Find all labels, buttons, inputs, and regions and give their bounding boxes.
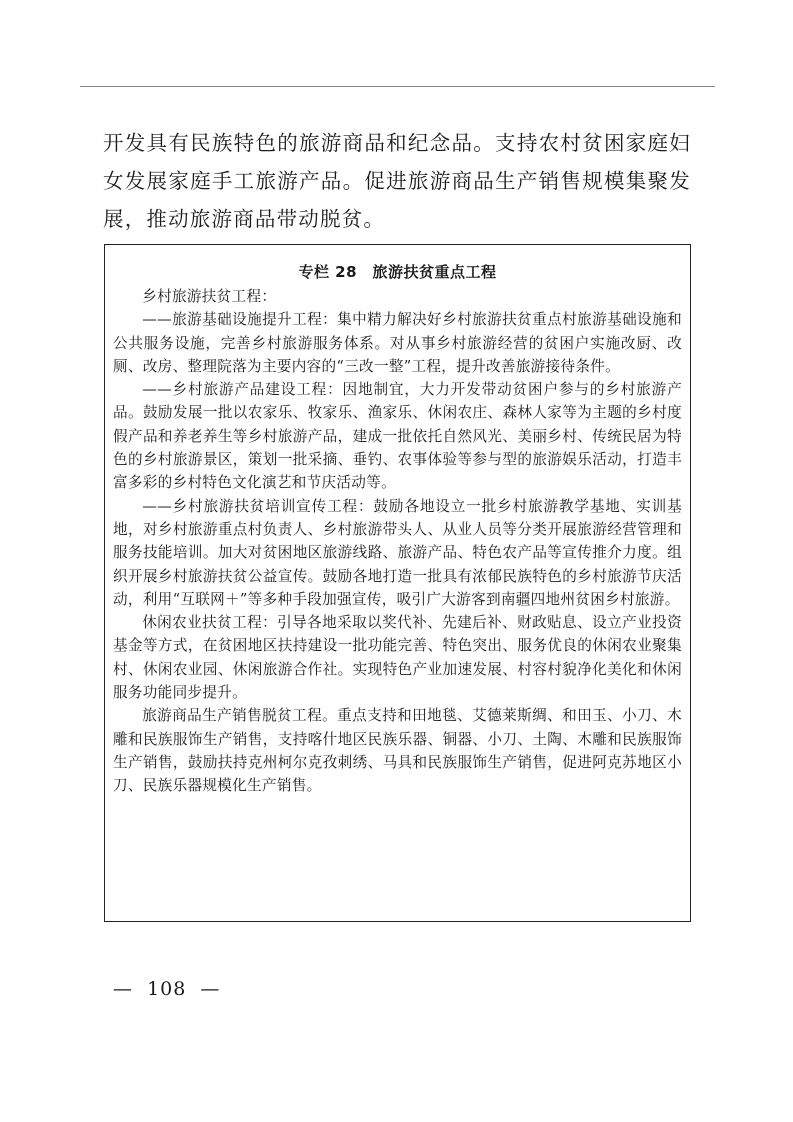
intro-text: 开发具有民族特色的旅游商品和纪念品。支持农村贫困家庭妇女发展家庭手工旅游产品。促进旅游商品生产销售规模集聚发展，推动旅游商品带动脱贫。 (103, 131, 691, 231)
feature-paragraph: 休闲农业扶贫工程：引导各地采取以奖代补、先建后补、财政贴息、设立产业投资基金等方式，在贫困地区扶持建设一批功能完善、特色突出、服务优良的休闲农业聚集村、休闲农业园、休闲旅游合作社。实现特色产业加速发展、村容村貌净化美化和休闲服务功能同步提升。 (113, 614, 682, 702)
feature-paragraph: ——旅游基础设施提升工程：集中精力解决好乡村旅游扶贫重点村旅游基础设施和公共服务设施，完善乡村旅游服务体系。对从事乡村旅游经营的贫困户实施改厨、改厕、改房、整理院落为主要内容的“三改一整”工程，提升改善旅游接待条件。 (113, 311, 682, 375)
feature-paragraph: 乡村旅游扶贫工程： (142, 288, 277, 305)
feature-paragraph: 旅游商品生产销售脱贫工程。重点支持和田地毯、艾德莱斯绸、和田玉、小刀、木雕和民族服饰生产销售，支持喀什地区民族乐器、铜器、小刀、土陶、木雕和民族服饰生产销售，鼓励扶持克州柯尔克孜刺绣、马具和民族服饰生产销售，促进阿克苏地区小刀、民族乐器规模化生产销售。 (113, 707, 682, 795)
page-number: — 108 — (113, 978, 221, 1000)
feature-box-body (113, 285, 682, 798)
intro-paragraph (103, 124, 691, 238)
feature-paragraph: ——乡村旅游产品建设工程：因地制宜，大力开发带动贫困户参与的乡村旅游产品。鼓励发展一批以农家乐、牧家乐、渔家乐、休闲农庄、森林人家等为主题的乡村度假产品和养老养生等乡村旅游产品，建成一批依托自然风光、美丽乡村、传统民居为特色的乡村旅游景区，策划一批采摘、垂钓、农事体验等参与型的旅游娱乐活动，打造丰富多彩的乡村特色文化演艺和节庆活动等。 (113, 381, 682, 492)
header-rule (80, 86, 715, 87)
feature-box (104, 244, 691, 922)
feature-paragraph: ——乡村旅游扶贫培训宣传工程：鼓励各地设立一批乡村旅游教学基地、实训基地，对乡村旅游重点村负责人、乡村旅游带头人、从业人员等分类开展旅游经营管理和服务技能培训。加大对贫困地区旅游线路、旅游产品、特色农产品等宣传推介力度。组织开展乡村旅游扶贫公益宣传。鼓励各地打造一批具有浓郁民族特色的乡村旅游节庆活动，利用“互联网＋”等多种手段加强宣传，吸引广大游客到南疆四地州贫困乡村旅游。 (113, 497, 682, 608)
feature-box-title: 专栏 28 旅游扶贫重点工程 (298, 263, 497, 281)
